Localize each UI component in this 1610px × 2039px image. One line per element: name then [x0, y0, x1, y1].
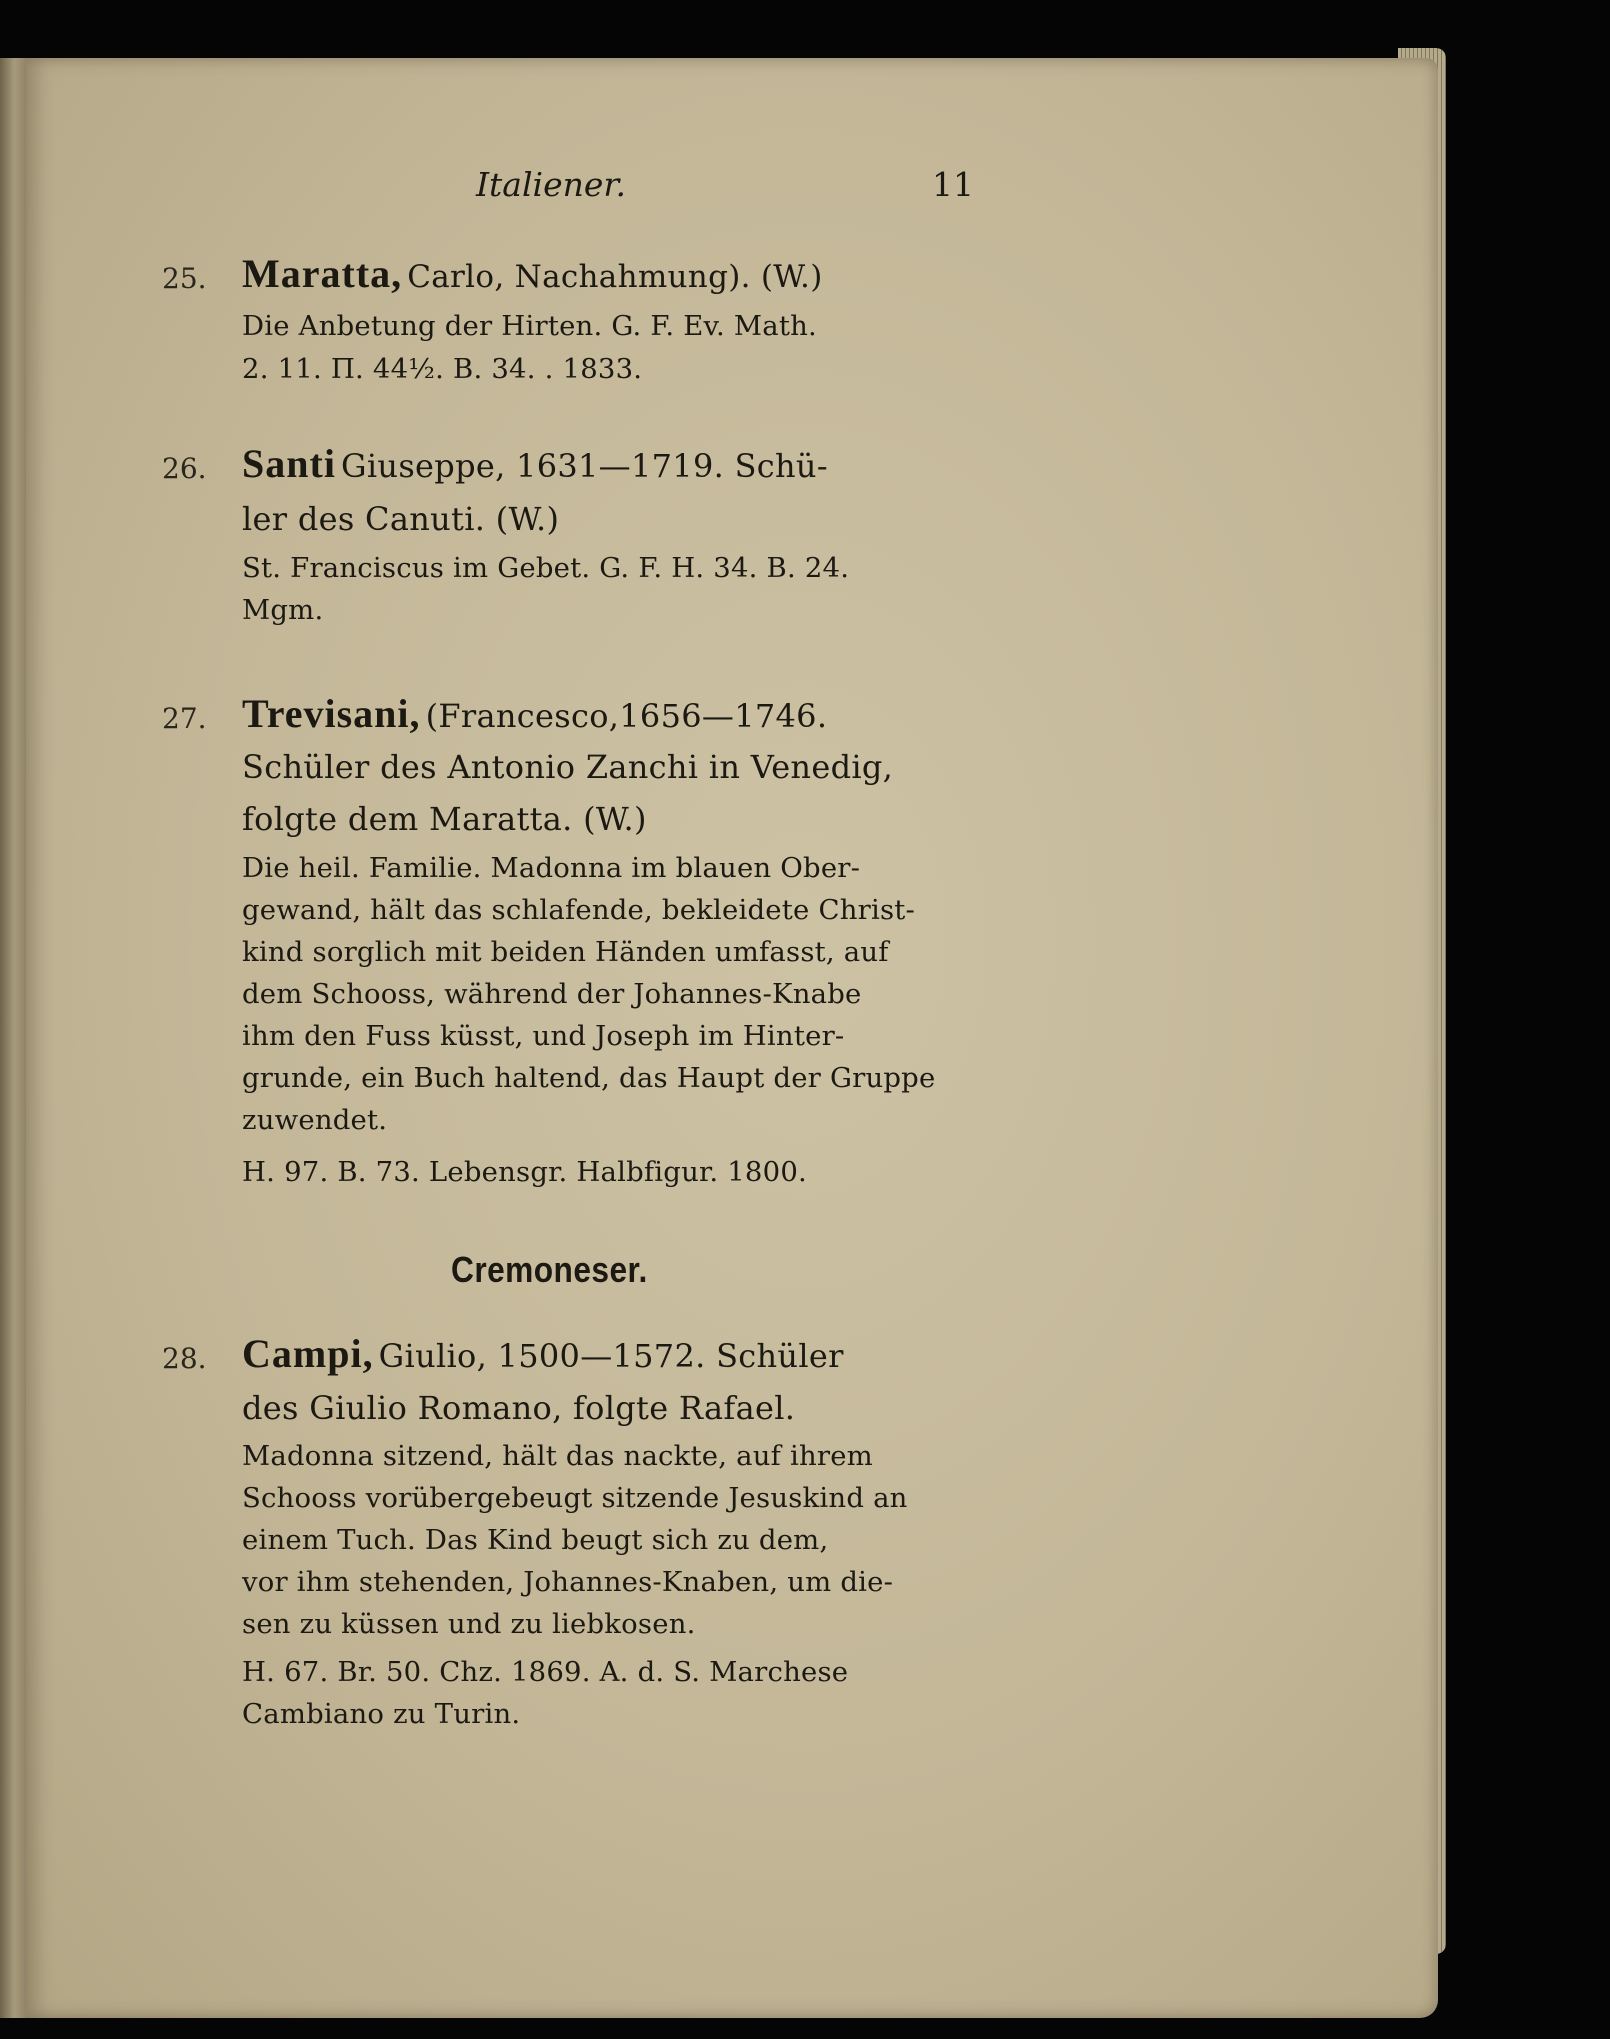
entry-text-line: einem Tuch. Das Kind beugt sich zu dem, — [242, 1524, 829, 1556]
entry-text-line: des Giulio Romano, folgte Rafael. — [242, 1389, 796, 1427]
running-header-title: Italiener. — [476, 165, 627, 204]
entry-text-line: ihm den Fuss küsst, und Joseph im Hinter- — [242, 1020, 845, 1052]
artist-name: Campi, — [242, 1331, 374, 1376]
entry-text-line: dem Schooss, während der Johannes-Knabe — [242, 978, 862, 1010]
entry-text-line: Die heil. Familie. Madonna im blauen Ober- — [242, 852, 861, 884]
entry-text-line: gewand, hält das schlafende, bekleidete Christ- — [242, 894, 915, 926]
entry-number: 28. — [162, 1342, 207, 1375]
entry-text-line: zuwendet. — [242, 1104, 388, 1136]
entry-text-line: Die Anbetung der Hirten. G. F. Ev. Math. — [242, 310, 817, 342]
entry-number: 26. — [162, 452, 207, 485]
artist-name: Maratta, — [242, 251, 403, 296]
entry-text-line: vor ihm stehenden, Johannes-Knaben, um die- — [242, 1566, 894, 1598]
entry-number: 27. — [162, 702, 207, 735]
section-heading: Cremoneser. — [451, 1249, 648, 1290]
artist-details: Giuseppe, 1631—1719. Schü- — [341, 447, 828, 485]
entry-heading-line — [242, 1330, 844, 1377]
artist-details: (Francesco,1656—1746. — [425, 697, 828, 735]
entry-text-line: Mgm. — [242, 594, 324, 626]
entry-text-line: Madonna sitzend, hält das nackte, auf ihrem — [242, 1440, 873, 1472]
entry-text-line: grunde, ein Buch haltend, das Haupt der Gruppe — [242, 1062, 936, 1094]
entry-text-line: H. 67. Br. 50. Chz. 1869. A. d. S. Marchese — [242, 1656, 849, 1688]
entry-text-line: sen zu küssen und zu liebkosen. — [242, 1608, 696, 1640]
previous-page-edge — [0, 58, 26, 2018]
entry-text-line: kind sorglich mit beiden Händen umfasst, auf — [242, 936, 889, 968]
page-number: 11 — [932, 165, 974, 204]
entry-text-line: folgte dem Maratta. (W.) — [242, 800, 647, 838]
entry-heading-line — [242, 690, 827, 737]
entry-text-line: ler des Canuti. (W.) — [242, 500, 560, 538]
entry-heading-line — [242, 440, 828, 487]
entry-text-line: Cambiano zu Turin. — [242, 1698, 521, 1730]
entry-text-line: Schüler des Antonio Zanchi in Venedig, — [242, 748, 894, 786]
artist-details: Giulio, 1500—1572. Schüler — [378, 1337, 844, 1375]
artist-details: Carlo, Nachahmung). (W.) — [407, 259, 823, 295]
artist-name: Santi — [242, 441, 336, 486]
entry-text-line: H. 97. B. 73. Lebensgr. Halbfigur. 1800. — [242, 1156, 807, 1188]
entry-text-line: 2. 11. П. 44½. B. 34. . 1833. — [242, 353, 643, 385]
entry-heading-line — [242, 250, 823, 297]
entry-text-line: Schooss vorübergebeugt sitzende Jesuskind an — [242, 1482, 908, 1514]
artist-name: Trevisani, — [242, 691, 421, 736]
entry-text-line: St. Franciscus im Gebet. G. F. H. 34. B. 24. — [242, 552, 850, 584]
entry-number: 25. — [162, 262, 207, 295]
